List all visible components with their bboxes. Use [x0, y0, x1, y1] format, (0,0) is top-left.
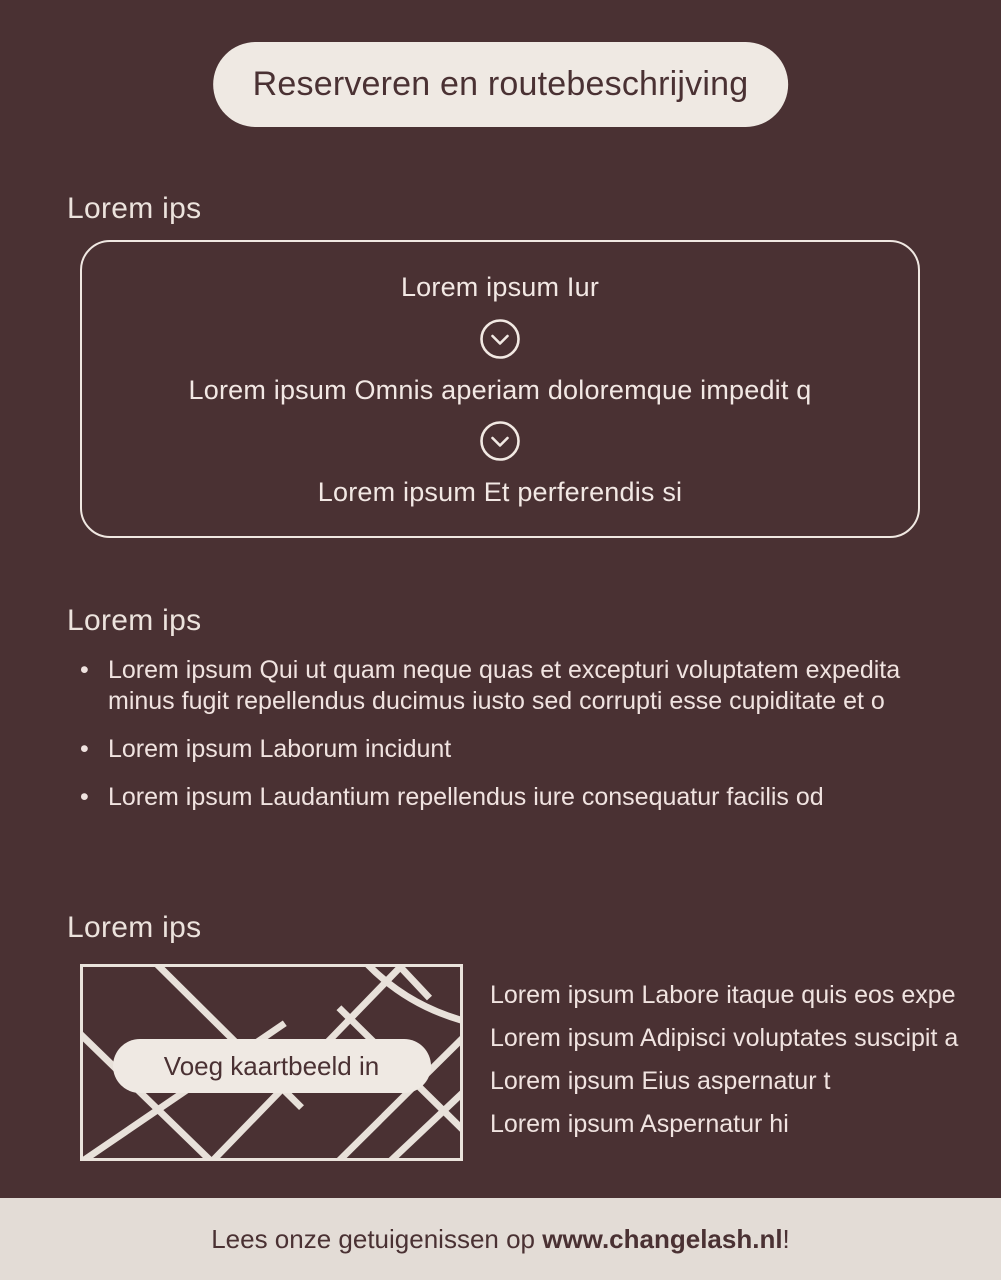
bullet-dot-icon: •	[80, 783, 89, 811]
flow-section-heading: Lorem ips	[67, 192, 202, 225]
map-section-heading: Lorem ips	[67, 911, 202, 944]
footer-text	[211, 1224, 790, 1255]
bullet-dot-icon: •	[80, 656, 89, 684]
chevron-down-circle-icon	[479, 318, 521, 360]
bullet-dot-icon: •	[80, 735, 89, 763]
bullet-list	[80, 655, 940, 830]
list-item	[80, 655, 940, 717]
footer-website-link[interactable]: www.changelash.nl	[542, 1223, 783, 1254]
page-title: Reserveren en routebeschrijving	[252, 65, 749, 103]
map-detail-line: Lorem ipsum Labore itaque quis eos expe	[490, 981, 956, 1009]
list-item	[80, 734, 940, 765]
flow-box	[80, 240, 920, 538]
page-title-pill	[213, 42, 789, 127]
list-item	[80, 782, 940, 813]
chevron-down-circle-icon	[479, 420, 521, 462]
map-detail-line: Lorem ipsum Aspernatur hi	[490, 1110, 789, 1138]
flow-step-3: Lorem ipsum Et perferendis si	[317, 477, 683, 507]
map-image-placeholder	[80, 964, 463, 1161]
insert-map-button[interactable]: Voeg kaartbeeld in	[113, 1039, 431, 1093]
flow-step-2: Lorem ipsum Omnis aperiam doloremque impedit q	[188, 374, 812, 405]
footer-bar	[0, 1198, 1001, 1280]
bullet-section-heading: Lorem ips	[67, 604, 202, 637]
bullet-text: Lorem ipsum Laborum incidunt	[108, 735, 452, 763]
footer-text-prefix: Lees onze getuigenissen op	[211, 1223, 543, 1254]
footer-text-suffix: !	[782, 1223, 790, 1254]
bullet-text: Lorem ipsum Laudantium repellendus iure consequatur facilis od	[108, 783, 824, 811]
map-detail-line: Lorem ipsum Eius aspernatur t	[490, 1067, 831, 1095]
bullet-text: Lorem ipsum Qui ut quam neque quas et excepturi voluptatem expedita minus fugit repellendus ducimus iusto sed corrupti esse cupiditate et o	[108, 656, 901, 715]
flow-step-1: Lorem ipsum Iur	[400, 272, 600, 302]
map-details-list	[490, 980, 958, 1140]
map-detail-line: Lorem ipsum Adipisci voluptates suscipit a	[490, 1024, 959, 1052]
